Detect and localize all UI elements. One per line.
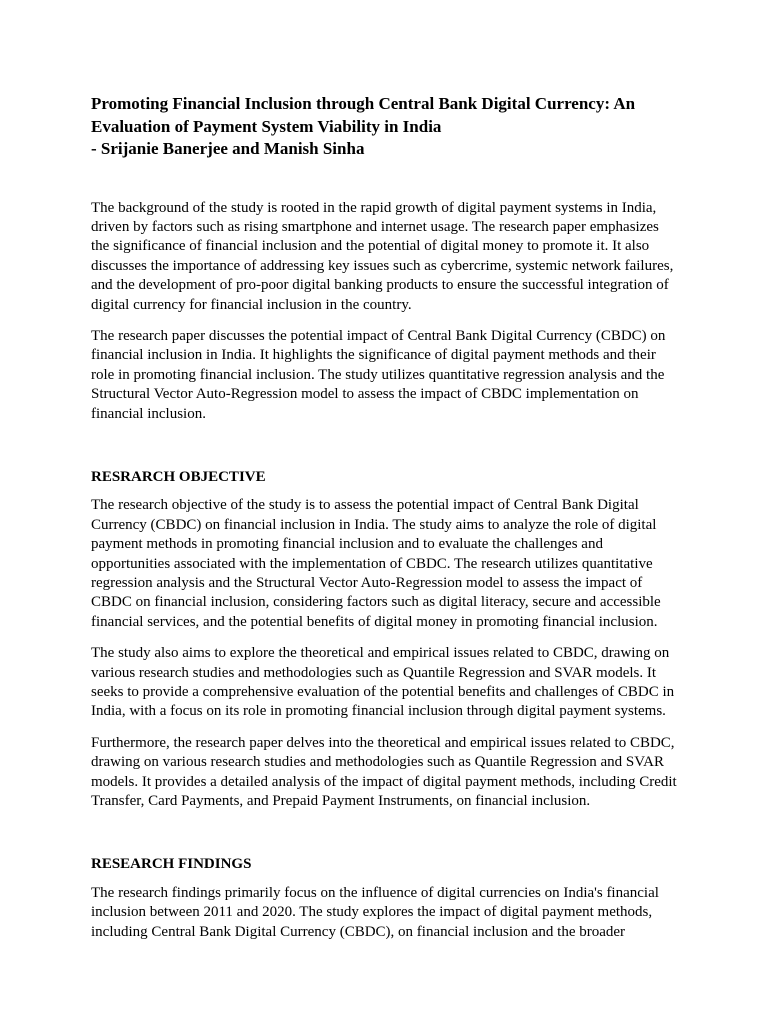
- document-title: [91, 93, 678, 161]
- findings-section: [91, 855, 678, 942]
- intro-paragraph: The research paper discusses the potential impact of Central Bank Digital Currency (CBDC) on financial inclusion in India. It highlights the significance of digital payment methods and their role in promoting financial inclusion. The study utilizes quantitative regression analysis and the Structural Vector Auto-Regression model to assess the impact of CBDC implementation on financial inclusion.: [91, 327, 666, 422]
- findings-paragraph: The research findings primarily focus on the influence of digital currencies on India's financial inclusion between 2011 and 2020. The study explores the impact of digital payment methods, including Central Bank Digital Currency (CBDC), on financial inclusion and the broader: [91, 884, 659, 940]
- objective-section: [91, 468, 678, 812]
- intro-section: [91, 199, 678, 424]
- intro-paragraph: The background of the study is rooted in the rapid growth of digital payment systems in India, driven by factors such as rising smartphone and internet usage. The research paper emphasizes the significance of financial inclusion and the potential of digital money to promote it. It also discusses the importance of addressing key issues such as cybercrime, systemic network failures, and the development of pro-poor digital banking products to ensure the successful integration of digital currency for financial inclusion in the country.: [91, 199, 674, 313]
- title-line: Promoting Financial Inclusion through Central Bank Digital Currency: An: [91, 94, 636, 113]
- objective-paragraph: The research objective of the study is to assess the potential impact of Central Bank Digital Currency (CBDC) on financial inclusion in India. The study aims to analyze the role of digital payment methods in promoting financial inclusion and to evaluate the challenges and opportunities associated with the implementation of CBDC. The research utilizes quantitative regression analysis and the Structural Vector Auto-Regression model to assess the impact of CBDC on financial inclusion, considering factors such as digital literacy, secure and accessible financial services, and the potential benefits of digital money in promoting financial inclusion.: [91, 497, 661, 630]
- authors-line: - Srijanie Banerjee and Manish Sinha: [91, 139, 365, 158]
- section-heading-findings: RESEARCH FINDINGS: [91, 856, 252, 873]
- objective-paragraph: The study also aims to explore the theoretical and empirical issues related to CBDC, drawing on various research studies and methodologies such as Quantile Regression and SVAR models. It seeks to provide a comprehensive evaluation of the potential benefits and challenges of CBDC in India, with a focus on its role in promoting financial inclusion through digital payment systems.: [91, 645, 675, 720]
- section-heading-objective: RESRARCH OBJECTIVE: [91, 468, 266, 485]
- objective-paragraph: Furthermore, the research paper delves into the theoretical and empirical issues related to CBDC, drawing on various research studies and methodologies such as Quantile Regression and SVAR models. It provides a detailed analysis of the impact of digital payment methods, including Credit Transfer, Card Payments, and Prepaid Payment Instruments, on financial inclusion.: [91, 734, 677, 810]
- title-line: Evaluation of Payment System Viability in India: [91, 116, 442, 136]
